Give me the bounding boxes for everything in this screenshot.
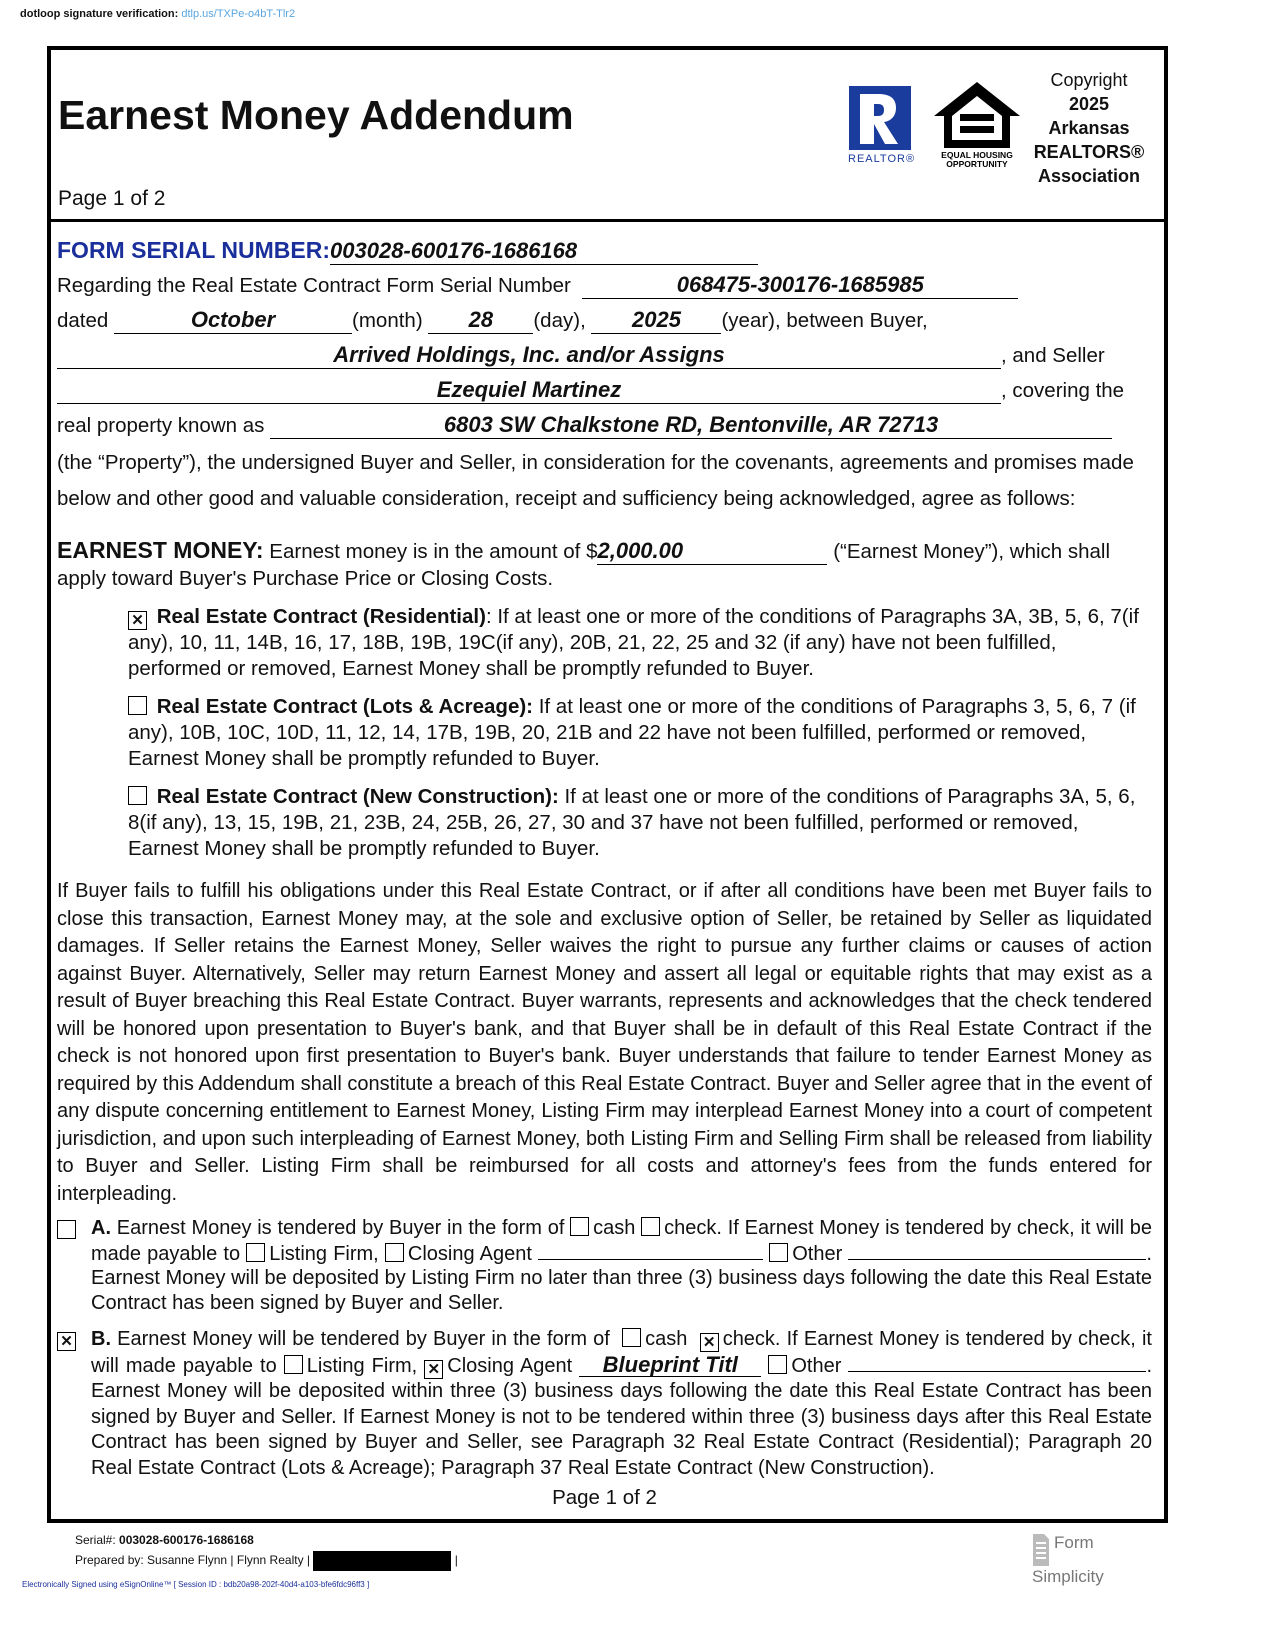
copyright-org: REALTORS®: [1033, 142, 1145, 162]
a-cash-checkbox[interactable]: [570, 1217, 589, 1236]
svg-text:EQUAL HOUSING: EQUAL HOUSING: [941, 150, 1013, 160]
seller-row: [57, 373, 1152, 408]
regarding-label: Regarding the Real Estate Contract Form Serial Number: [57, 274, 571, 297]
property-label: real property known as: [57, 414, 265, 437]
verification-label: dotloop signature verification:: [20, 8, 179, 20]
option-letter: A.: [91, 1217, 111, 1239]
a-closing-agent-field[interactable]: [538, 1241, 763, 1260]
buyer-field[interactable]: Arrived Holdings, Inc. and/or Assigns: [57, 342, 1001, 369]
option-lots-acreage: [128, 694, 1152, 772]
form-header: [51, 50, 1164, 222]
b-other-checkbox[interactable]: [768, 1355, 787, 1374]
b-closing-agent-field[interactable]: Blueprint Titl: [579, 1354, 761, 1377]
copyright-label: Copyright: [1050, 70, 1128, 90]
property-row: [57, 408, 1152, 443]
footer-prepared-by: Prepared by: Susanne Flynn | Flynn Realty | |: [75, 1551, 458, 1571]
copyright-org: Association: [1037, 166, 1141, 186]
svg-text:OPPORTUNITY: OPPORTUNITY: [946, 159, 1008, 169]
serial-field[interactable]: 003028-600176-1686168: [330, 238, 758, 265]
serial-label: FORM SERIAL NUMBER:: [57, 237, 331, 263]
option-title: Real Estate Contract (Residential): [156, 605, 486, 628]
option-b: B. Earnest Money will be tendered by Buyer in the form of cash ✕ check. If Earnest Money is tendered by check, it will made payable to Listing Firm, ✕ Closing Agent Blueprint Titl Other . Earnest Money will be deposited within three (3) business days following the date this Real Estate Contract has been signed by Buyer and Seller. If Earnest Money is not to be tendered within three (3) business days after this Real Estate Contract has been signed by Buyer and Seller, see Paragraph 32 Real Estate Contract (Residential); Paragraph 20 Real Estate Contract (Lots & Acreage); Paragraph 37 Real Estate Contract (New Construction).: [91, 1328, 1152, 1479]
form-title: Earnest Money Addendum: [58, 92, 574, 138]
serial-footer-value: 003028-600176-1686168: [119, 1533, 254, 1547]
a-other-field[interactable]: [848, 1241, 1146, 1260]
other-label: Other: [792, 1242, 843, 1265]
covering-label: , covering the: [1001, 379, 1125, 402]
seller-field[interactable]: Ezequiel Martinez: [57, 377, 1001, 404]
closing-label: Closing Agent: [407, 1242, 532, 1265]
form-frame: [47, 46, 1168, 1523]
cash-label: cash: [593, 1217, 636, 1239]
copyright-notice: [1030, 68, 1148, 188]
a-listing-firm-checkbox[interactable]: [246, 1243, 265, 1262]
signature-verification: [20, 8, 295, 20]
year-field[interactable]: 2025: [591, 307, 721, 334]
option-letter: B.: [91, 1328, 111, 1350]
page-number: Page 1 of 2: [58, 187, 166, 210]
dated-label: dated: [57, 309, 109, 332]
form-simplicity-logo: [1032, 1533, 1104, 1586]
contract-serial-field[interactable]: 068475-300176-1685985: [582, 272, 1018, 299]
option-residential: [128, 604, 1152, 682]
option-text: Earnest Money will be tendered by Buyer in the form of: [117, 1328, 610, 1350]
svg-text:REALTOR®: REALTOR®: [848, 153, 916, 165]
recital-paragraph: (the “Property”), the undersigned Buyer and Seller, in consideration for the covenants, agreements and promises made below and other good and valuable consideration, receipt and sufficiency being acknowledged, agree as follows:: [57, 451, 1134, 510]
realtor-logo: [848, 86, 920, 171]
footer-page-number: Page 1 of 2: [552, 1486, 657, 1509]
contract-serial-row: [57, 268, 1152, 303]
option-title: Real Estate Contract (New Construction):: [156, 785, 559, 808]
document-icon: [1032, 1533, 1050, 1567]
earnest-text: (“Earnest Money”), which shall apply toward Buyer's Purchase Price or Closing Costs.: [57, 540, 1111, 590]
option-a-row: [57, 1216, 1152, 1315]
b-cash-checkbox[interactable]: [622, 1328, 641, 1347]
day-field[interactable]: 28: [428, 307, 533, 334]
redacted-block: [313, 1551, 451, 1571]
form-serial-row: [57, 232, 1152, 268]
option-a: A. Earnest Money is tendered by Buyer in the form of cash check. If Earnest Money is tendered by check, it will be made payable to Listing Firm, Closing Agent Other . Earnest Money will be deposited by Listing Firm no later than three (3) business days following the date this Real Estate Contract has been signed by Buyer and Seller.: [91, 1217, 1152, 1314]
option-text: : If at least one or more of the conditions of Paragraphs 3A, 3B, 5, 6, 7(if any), 10, 11, 14B, 16, 17, 18B, 19B, 19C(if any), 20B, 21, 22, 25 and 32 (if any) have not been fulfilled, performed or removed, Earnest Money shall be promptly refunded to Buyer.: [128, 605, 1139, 680]
prepared-by-text: Prepared by: Susanne Flynn | Flynn Realty |: [75, 1553, 311, 1568]
cash-label: cash: [645, 1328, 688, 1350]
verification-link[interactable]: dtlp.us/TXPe-o4bT-Tlr2: [181, 8, 296, 20]
new-construction-checkbox[interactable]: [128, 786, 147, 805]
lots-acreage-checkbox[interactable]: [128, 696, 147, 715]
earnest-text: Earnest money is in the amount of $: [269, 540, 598, 563]
month-label: (month): [352, 309, 423, 332]
and-seller-label: , and Seller: [1001, 344, 1105, 367]
a-check-checkbox[interactable]: [641, 1217, 660, 1236]
listing-label: Listing Firm,: [269, 1242, 379, 1265]
serial-footer-label: Serial#:: [75, 1533, 116, 1547]
option-text: If at least one or more of the conditions of Paragraphs 3A, 5, 6, 8(if any), 13, 15, 19B, 21, 23B, 24, 25B, 26, 27, 30 and 37 have not been fulfilled, performed or removed, Earnest Money shall be promptly refunded to Buyer.: [128, 785, 1136, 860]
property-field[interactable]: 6803 SW Chalkstone RD, Bentonville, AR 72713: [270, 412, 1112, 439]
copyright-org: Arkansas: [1048, 118, 1130, 138]
option-a-checkbox[interactable]: [57, 1220, 76, 1239]
residential-checkbox[interactable]: ✕: [128, 611, 147, 630]
b-closing-agent-checkbox[interactable]: ✕: [424, 1360, 443, 1379]
buyer-row: [57, 338, 1152, 373]
option-text: If at least one or more of the conditions of Paragraphs 3, 5, 6, 7 (if any), 10B, 10C, 10D, 11, 12, 14, 17B, 19B, 20, 21B and 22 have not been fulfilled, performed or removed, Earnest Money shall be promptly refunded to Buyer.: [128, 695, 1136, 770]
equal-housing-logo: [932, 80, 1022, 175]
a-closing-agent-checkbox[interactable]: [385, 1243, 404, 1262]
brand-line1: Form: [1054, 1533, 1094, 1552]
year-label: (year), between Buyer,: [721, 309, 928, 332]
b-other-field[interactable]: [848, 1353, 1146, 1372]
option-text: Earnest Money is tendered by Buyer in the form of: [116, 1217, 565, 1239]
check-label: check. If Earnest Money is tendered by check, it will made payable to: [91, 1328, 1152, 1377]
a-other-checkbox[interactable]: [769, 1243, 788, 1262]
esign-notice: Electronically Signed using eSignOnline™ [ Session ID : bdb20a98-202f-40d4-a103-bfe6fdc96ff3 ]: [22, 1580, 370, 1589]
form-body: [51, 222, 1164, 1519]
copyright-year: 2025: [1068, 94, 1110, 114]
brand-line2: Simplicity: [1032, 1567, 1104, 1586]
option-b-checkbox[interactable]: ✕: [57, 1332, 76, 1351]
option-text: Earnest Money will be deposited within three (3) business days following the date this Real Estate Contract has been signed by Buyer and Seller. If Earnest Money is not to be tendered within three (3) business days after this Real Estate Contract has been signed by Buyer and Seller, see Paragraph 32 Real Estate Contract (Residential); Paragraph 20 Real Estate Contract (Lots & Acreage); Paragraph 37 Real Estate Contract (New Construction).: [91, 1380, 1152, 1479]
other-label: Other: [791, 1354, 842, 1377]
footer-serial: [75, 1533, 254, 1547]
day-label: (day),: [533, 309, 586, 332]
option-b-row: [57, 1327, 1152, 1481]
listing-label: Listing Firm,: [306, 1354, 418, 1377]
b-listing-firm-checkbox[interactable]: [284, 1355, 303, 1374]
page-footer: [0, 1533, 1275, 1633]
month-field[interactable]: October: [114, 307, 352, 334]
option-new-construction: [128, 784, 1152, 862]
option-text: Earnest Money will be deposited by Listing Firm no later than three (3) business days following the date this Real Estate Contract has been signed by Buyer and Seller.: [91, 1267, 1152, 1314]
amount-field[interactable]: 2,000.00: [597, 538, 827, 565]
earnest-heading: EARNEST MONEY:: [57, 537, 264, 563]
date-row: [57, 303, 1152, 338]
default-paragraph: If Buyer fails to fulfill his obligations under this Real Estate Contract, or if after all conditions have been met Buyer fails to close this transaction, Earnest Money may, at the sole and exclusive option of Seller, be retained by Seller as liquidated damages. If Seller retains the Earnest Money, Seller waives the right to pursue any further claims or causes of action against Buyer. Alternatively, Seller may return Earnest Money and assert all legal or equitable rights that may exist as a result of Buyer breaching this Real Estate Contract. Buyer warrants, represents and acknowledges that the check tendered will be honored upon presentation to Buyer's bank, and that Buyer shall be in default of this Real Estate Contract if the check is not honored upon first presentation to Buyer's bank. Buyer understands that failure to tender Earnest Money as required by this Addendum shall constitute a breach of this Real Estate Contract. Buyer and Seller agree that in the event of any dispute concerning entitlement to Earnest Money, Listing Firm may interplead Earnest Money into a court of competent jurisdiction, and upon such interpleading of Earnest Money, both Listing Firm and Selling Firm shall be released from liability to Buyer and Seller. Listing Firm shall be reimbursed for all costs and attorney's fees from the funds entered for interpleading.: [57, 880, 1152, 1205]
b-check-checkbox[interactable]: ✕: [700, 1333, 719, 1352]
option-title: Real Estate Contract (Lots & Acreage):: [156, 695, 534, 718]
closing-label: Closing Agent: [447, 1354, 573, 1377]
check-label: check. If Earnest Money is tendered by check, it will be made payable to: [91, 1217, 1152, 1265]
earnest-money-paragraph: [57, 537, 1152, 592]
